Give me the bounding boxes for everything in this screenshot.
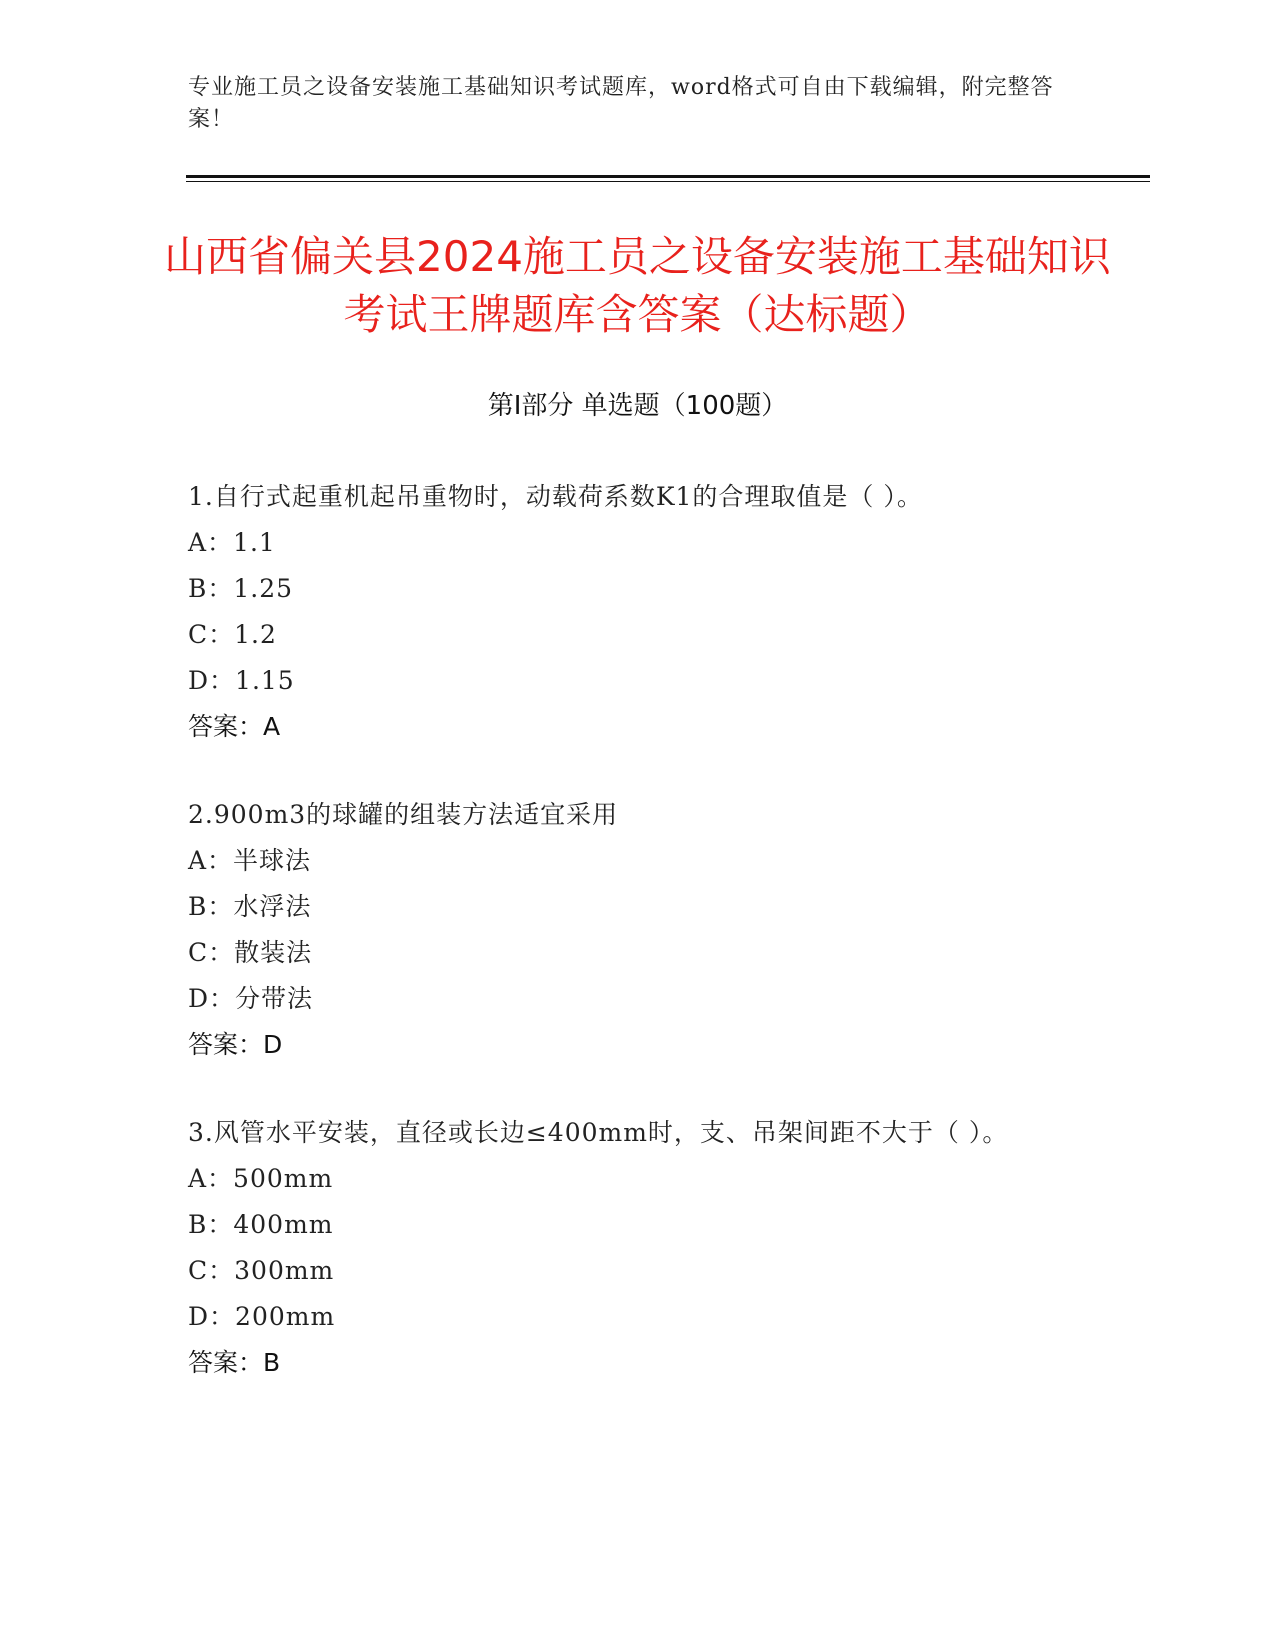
question-block (188, 474, 1068, 750)
option-a: A：半球法 (188, 846, 312, 875)
option-c: C：1.2 (188, 620, 277, 649)
option-b: B：1.25 (188, 574, 294, 603)
answer-label: 答案：D (188, 1030, 283, 1059)
question-block (188, 792, 1068, 1068)
question-stem: 2.900m3的球罐的组装方法适宜采用 (188, 800, 619, 829)
option-d: D：分带法 (188, 984, 314, 1013)
header-divider-thin (186, 181, 1150, 182)
option-d: D：200mm (188, 1302, 336, 1331)
option-b: B：水浮法 (188, 892, 312, 921)
option-c: C：散装法 (188, 938, 313, 967)
header-note: 专业施工员之设备安装施工基础知识考试题库，word格式可自由下载编辑，附完整答案！ (188, 75, 1054, 132)
answer-label: 答案：A (188, 712, 281, 741)
option-a: A：1.1 (188, 528, 276, 557)
option-b: B：400mm (188, 1210, 334, 1239)
option-a: A：500mm (188, 1164, 334, 1193)
question-stem: 1.自行式起重机起吊重物时，动载荷系数K1的合理取值是（ ）。 (188, 482, 923, 511)
header-divider-thick (186, 175, 1150, 178)
question-block (188, 1110, 1068, 1386)
answer-label: 答案：B (188, 1348, 281, 1377)
option-d: D：1.15 (188, 666, 295, 695)
section-heading: 第Ⅰ部分 单选题（100题） (487, 391, 788, 421)
document-title: 山西省偏关县2024施工员之设备安装施工基础知识考试王牌题库含答案（达标题） (164, 232, 1111, 339)
question-stem: 3.风管水平安装，直径或长边≤400mm时，支、吊架间距不大于（ ）。 (188, 1118, 1009, 1147)
option-c: C：300mm (188, 1256, 335, 1285)
